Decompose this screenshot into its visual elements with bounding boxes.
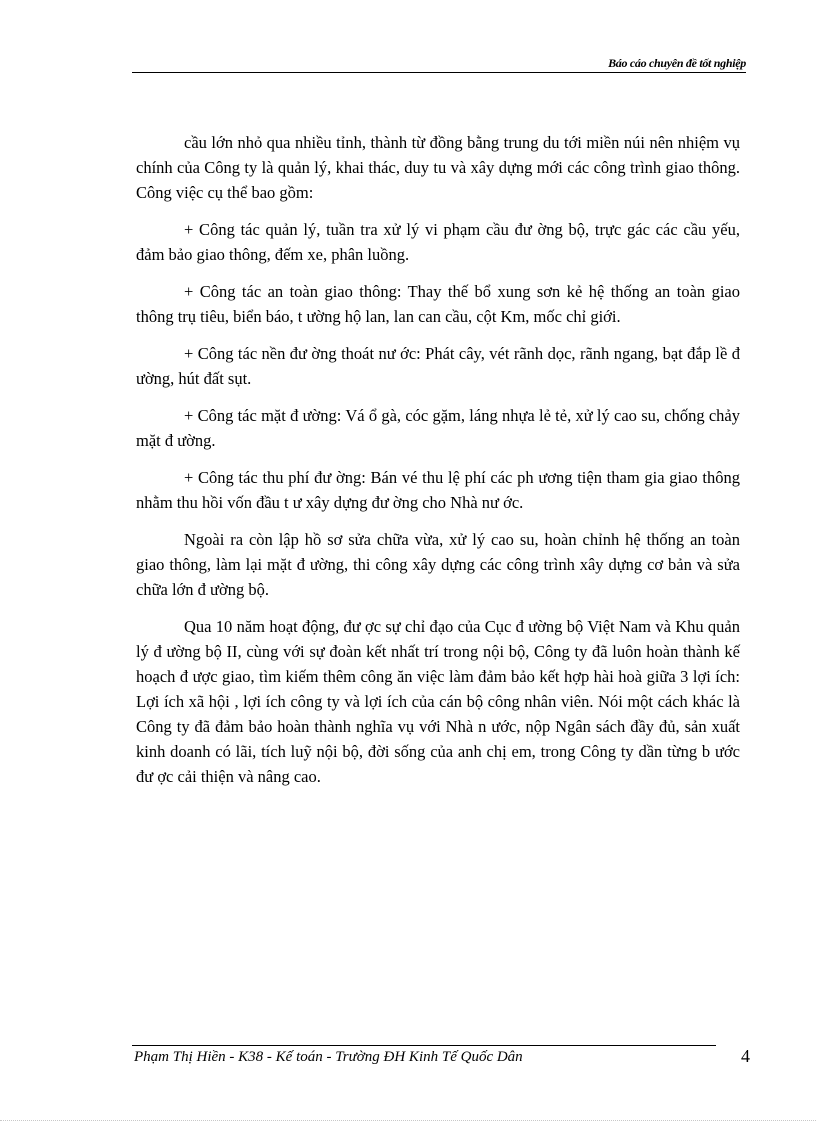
paragraph: + Công tác mặt đ ường: Vá ổ gà, cóc gặm, láng nhựa lẻ tẻ, xử lý cao su, chống chảy mặt đ ường. [136,406,740,450]
paragraph: Ngoài ra còn lập hồ sơ sửa chữa vừa, xử lý cao su, hoàn chỉnh hệ thống an toàn giao thông, làm lại mặt đ ường, thi công xây dựng các công trình xây dựng cơ bản và sửa chữa lớn đ ường bộ. [136,530,740,599]
document-body [136,130,740,801]
paragraph: + Công tác thu phí đư ờng: Bán vé thu lệ phí các ph ương tiện tham gia giao thông nhằm thu hồi vốn đầu t ư xây dựng đư ờng cho Nhà nư ớc. [136,468,740,512]
header-divider [132,72,746,73]
footer-divider [132,1045,716,1046]
paragraph: + Công tác nền đư ờng thoát nư ớc: Phát cây, vét rãnh dọc, rãnh ngang, bạt đắp lề đ ường, hút đất sụt. [136,344,740,388]
footer-author-line: Phạm Thị Hiền - K38 - Kế toán - Trường ĐH Kinh Tế Quốc Dân [134,1049,523,1065]
page-number: 4 [741,1046,750,1066]
paragraph: Qua 10 năm hoạt động, đư ợc sự chỉ đạo của Cục đ ường bộ Việt Nam và Khu quản lý đ ường bộ II, cùng với sự đoàn kết nhất trí trong nội bộ, Công ty đã luôn hoàn thành kế hoạch đ ược giao, tìm kiếm thêm công ăn việc làm đảm bảo kết hợp hài hoà giữa 3 lợi ích: Lợi ích xã hội , lợi ích công ty và lợi ích của cán bộ công nhân viên. Nói một cách khác là Công ty đã đảm bảo hoàn thành nghĩa vụ với Nhà n ước, nộp Ngân sách đầy đủ, sản xuất kinh doanh có lãi, tích luỹ nội bộ, đời sống của anh chị em, trong Công ty dần từng b ước đư ợc cải thiện và nâng cao. [136,617,740,786]
running-header-title: Báo cáo chuyên đề tốt nghiệp [608,56,746,70]
paragraph: cầu lớn nhỏ qua nhiều tỉnh, thành từ đồng bằng trung du tới miền núi nên nhiệm vụ chính của Công ty là quản lý, khai thác, duy tu và xây dựng mới các công trình giao thông. Công việc cụ thể bao gồm: [136,133,740,202]
paragraph: + Công tác an toàn giao thông: Thay thế bổ xung sơn kẻ hệ thống an toàn giao thông trụ tiêu, biển báo, t ường hộ lan, lan can cầu, cột Km, mốc chỉ giới. [136,282,740,326]
paragraph: + Công tác quản lý, tuần tra xử lý vi phạm cầu đư ờng bộ, trực gác các cầu yếu, đảm bảo giao thông, đếm xe, phân luồng. [136,220,740,264]
page-bottom-edge [0,1120,816,1121]
